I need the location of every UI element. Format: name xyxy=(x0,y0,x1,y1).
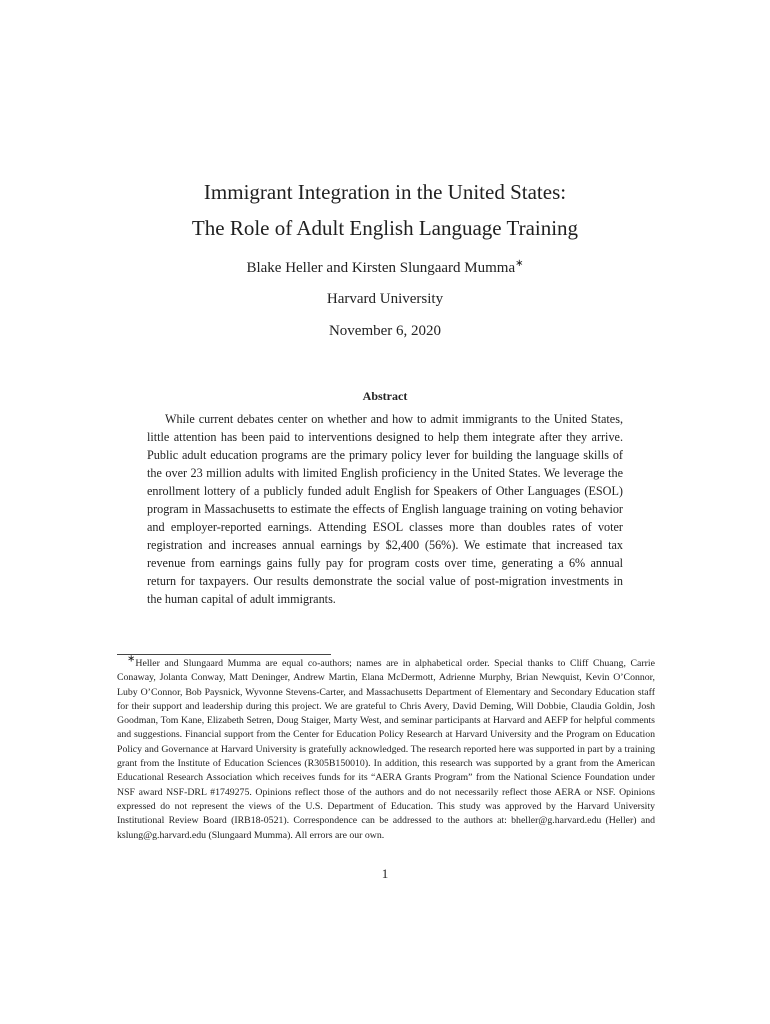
publication-date: November 6, 2020 xyxy=(328,323,442,339)
author-line xyxy=(0,260,770,277)
author-footnote-mark[interactable]: ∗ xyxy=(515,258,524,269)
footnote-text: Heller and Slungaard Mumma are equal co-authors; names are in alphabetical order. Special thanks to Cliff Chuang, Carrie Conaway, Jolanta Conway, Matt Deninger, Andrew Martin, Elana McDermott, Adrienne Murphy, Brian Newquist, Kevin O’Connor, Luby O’Connor, Bob Paysnick, Wyvonne Stevens-Carter, and Massachusetts Department of Elementary and Secondary Education staff for their support and leadership during this project. We are grateful to Chris Avery, David Deming, Will Dobbie, Claudia Goldin, Josh Goodman, Tom Kane, Elizabeth Setren, Doug Staiger, Marty West, and seminar participants at Harvard and AEFP for helpful comments and suggestions. Financial support from the Center for Education Policy Research at Harvard University and the Program on Education Policy and Governance at Harvard University is gratefully acknowledged. The research reported here was supported in part by a training grant from the Institute of Education Sciences (R305B150010). In addition, this research was supported by a grant from the American Educational Research Association which receives funds for its “AERA Grants Program” from the National Science Foundation under NSF award NSF-DRL #1749275. Opinions reflect those of the authors and do not necessarily reflect those AERA or NSF. Opinions expressed do not represent the views of the U.S. Department of Education. This study was approved by the Harvard University Institutional Review Board (IRB18-0521). Correspondence can be addressed to the authors at: bheller@g.harvard.edu (Heller) and kslung@g.harvard.edu (Slungaard Mumma). All errors are our own. xyxy=(117,658,655,841)
footnote xyxy=(117,653,655,843)
title-line-2: The Role of Adult English Language Training xyxy=(191,216,579,240)
title-line-1: Immigrant Integration in the United States: xyxy=(203,180,567,204)
author-names: Blake Heller and Kirsten Slungaard Mumma xyxy=(246,260,516,276)
footnote-divider xyxy=(117,654,331,655)
abstract-body: While current debates center on whether and how to admit immigrants to the United States, little attention has been paid to interventions designed to help them integrate after they arrive. Public adult education programs are the primary policy lever for building the language skills of the over 23 million adults with limited English proficiency in the United States. We leverage the enrollment lottery of a publicly funded adult English for Speakers of Other Languages (ESOL) program in Massachusetts to estimate the effects of English language training on voting behavior and employer-reported earnings. Attending ESOL classes more than doubles rates of voter registration and increases annual earnings by $2,400 (56%). We estimate that increased tax revenue from earnings gains fully pay for program costs over time, generating a 6% annual return for taxpayers. Our results demonstrate the social value of post-migration investments in the human capital of adult immigrants. xyxy=(147,412,623,606)
footnote-mark: ∗ xyxy=(127,653,136,665)
abstract-heading: Abstract xyxy=(362,389,408,403)
page-number: 1 xyxy=(381,866,389,881)
paper-title xyxy=(0,174,770,246)
affiliation: Harvard University xyxy=(326,291,444,307)
